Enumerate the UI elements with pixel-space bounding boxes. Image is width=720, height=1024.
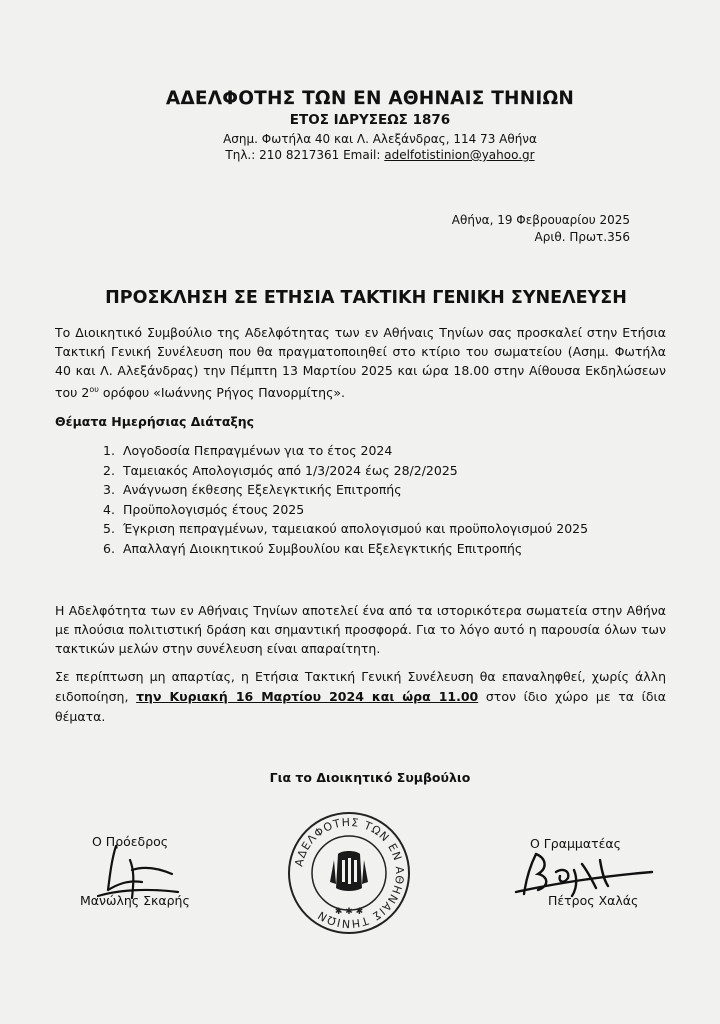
secretary-role: Ο Γραμματέας <box>530 836 621 851</box>
contact-line <box>40 148 720 162</box>
agenda-item-text: Ταμειακός Απολογισμός από 1/3/2024 έως 28/2/2025 <box>123 462 458 478</box>
board-label: Για το Διοικητικό Συμβούλιο <box>269 770 471 785</box>
agenda-list <box>103 441 588 558</box>
invitation-paragraph <box>55 323 666 402</box>
agenda-item-number: 2. <box>103 462 115 478</box>
ordinal-superscript: ου <box>89 385 99 394</box>
president-signature <box>88 840 198 906</box>
agenda-item-text: Απαλλαγή Διοικητικού Συμβουλίου και Εξελεγκτικής Επιτροπής <box>123 540 523 556</box>
agenda-item-number: 3. <box>103 482 115 497</box>
agenda-item <box>103 500 588 520</box>
svg-text:✱ ✱ ✱: ✱ ✱ ✱ <box>334 907 364 917</box>
agenda-item <box>103 461 588 481</box>
agenda-item-text: Ανάγνωση έκθεσης Εξελεγκτικής Επιτροπής <box>123 482 402 497</box>
agenda-item-number: 1. <box>103 443 115 458</box>
agenda-item-number: 5. <box>103 521 115 536</box>
invitation-text: Το Διοικητικό Συμβούλιο της Αδελφότητας των εν Αθήναις Τηνίων σας προσκαλεί στην Ετήσια Τακτική Γενική Συνέλευση που θα πραγματοποιηθεί στο κτίριο του σωματείου (Ασημ. Φωτήλα 40 και Λ. Αλεξάνδρας) την Πέμπτη 13 Μαρτίου 2025 και ώρα 18.00 στην Αίθουσα Εκδηλώσεων του 2 <box>55 325 666 401</box>
president-name: Μανώλης Σκαρής <box>80 893 190 908</box>
email-link[interactable]: adelfotistinion@yahoo.gr <box>384 148 535 162</box>
phone-label: Τηλ.: 210 8217361 Email: <box>225 148 385 162</box>
agenda-item-number: 4. <box>103 501 115 517</box>
agenda-item <box>103 539 588 559</box>
svg-text:ΑΔΕΛΦΟΤΗΣ ΤΩΝ ΕΝ ΑΘΗΝΑΙΣ ΤΗΝΙΩ: ΑΔΕΛΦΟΤΗΣ ΤΩΝ ΕΝ ΑΘΗΝΑΙΣ ΤΗΝΙΩΝ <box>292 815 407 931</box>
document-title: ΠΡΟΣΚΛΗΣΗ ΣΕ ΕΤΗΣΙΑ ΤΑΚΤΙΚΗ ΓΕΝΙΚΗ ΣΥΝΕΛΕΥΣΗ <box>105 288 627 308</box>
agenda-item-text: Προϋπολογισμός έτους 2025 <box>123 501 305 517</box>
date-block <box>452 212 630 246</box>
importance-paragraph: Η Αδελφότητα των εν Αθήναις Τηνίων αποτελεί ένα από τα ιστορικότερα σωματεία στην Αθήνα με πλούσια πολιτιστική δράση και σημαντική προσφορά. Για το λόγο αυτό η παρουσία όλων των τακτικών μελών στην συνέλευση είναι απαραίτητη. <box>55 603 666 656</box>
protocol-number: Αριθ. Πρωτ.356 <box>534 230 630 244</box>
agenda-item-text: Έγκριση πεπραγμένων, ταμειακού απολογισμού και προϋπολογισμού 2025 <box>123 521 589 536</box>
organization-name: ΑΔΕΛΦΟΤΗΣ ΤΩΝ ΕΝ ΑΘΗΝΑΙΣ ΤΗΝΙΩΝ <box>165 88 575 109</box>
letter-date: Αθήνα, 19 Φεβρουαρίου 2025 <box>451 213 630 227</box>
secretary-signature <box>512 846 662 902</box>
organization-seal <box>286 810 412 936</box>
invitation-text-end: ορόφου «Ιωάννης Ρήγος Πανορμίτης». <box>98 385 346 401</box>
quorum-paragraph <box>55 667 666 727</box>
founded-year: ΕΤΟΣ ΙΔΡΥΣΕΩΣ 1876 <box>289 112 451 128</box>
agenda-title: Θέματα Ημερήσιας Διάταξης <box>55 414 255 429</box>
agenda-item <box>103 519 588 539</box>
quorum-text: Σε περίπτωση μη απαρτίας, η Ετήσια Τακτική Γενική Συνέλευση θα επαναληφθεί, χωρίς άλλη ειδοποίηση, <box>55 669 666 704</box>
agenda-item-text: Λογοδοσία Πεπραγμένων για το έτος 2024 <box>123 443 393 458</box>
organization-address: Ασημ. Φωτήλα 40 και Λ. Αλεξάνδρας, 114 73 Αθήνα <box>223 132 537 146</box>
secretary-name: Πέτρος Χαλάς <box>548 893 639 908</box>
agenda-item <box>103 480 588 500</box>
agenda-item-number: 6. <box>103 540 115 556</box>
president-role: Ο Πρόεδρος <box>92 834 169 849</box>
quorum-text-end: στον ίδιο χώρο με τα ίδια θέματα. <box>55 689 667 724</box>
agenda-item <box>103 441 588 461</box>
repeat-meeting-date: την Κυριακή 16 Μαρτίου 2024 και ώρα 11.00 <box>136 689 479 704</box>
letterhead <box>0 88 720 162</box>
